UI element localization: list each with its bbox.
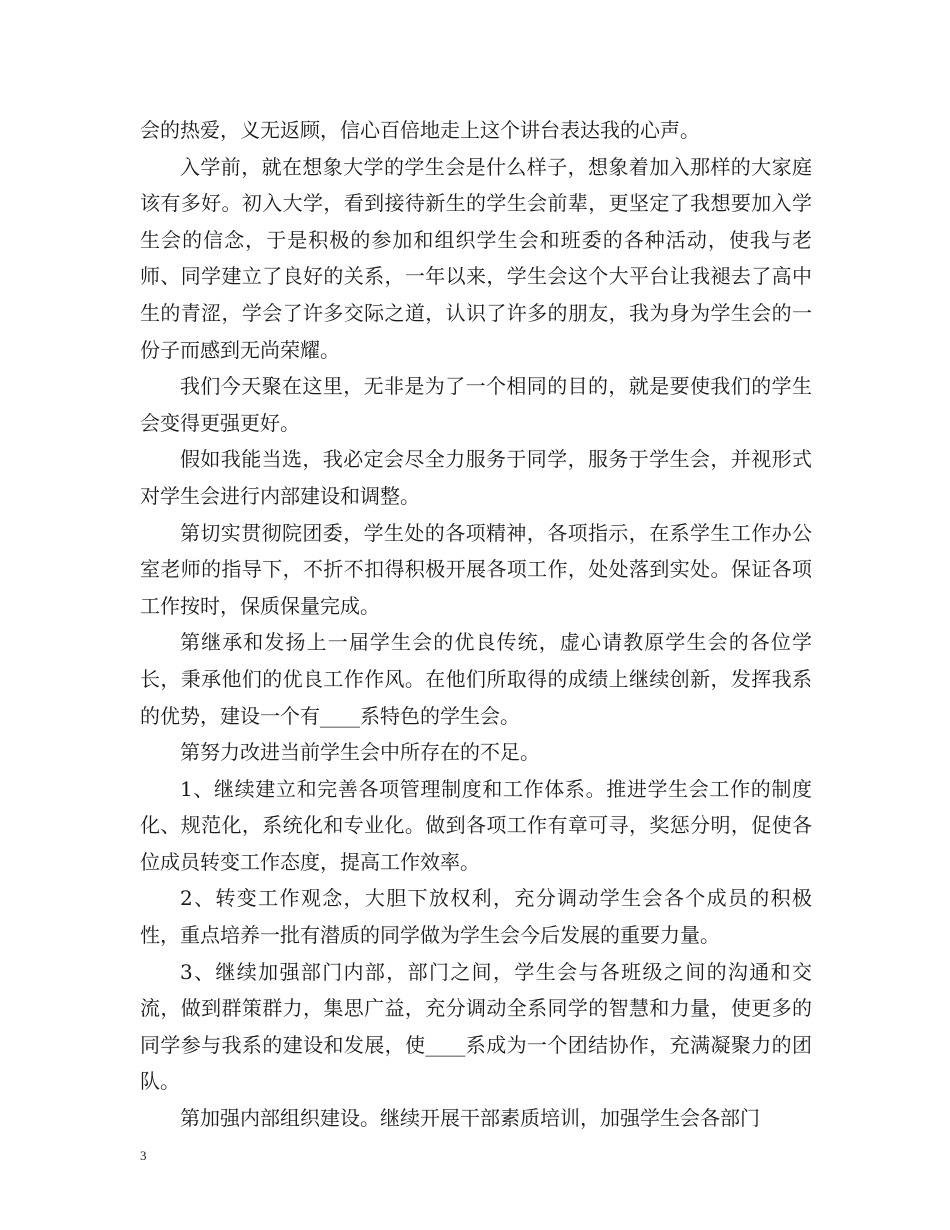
paragraph-7: 第努力改进当前学生会中所存在的不足。	[180, 740, 540, 765]
paragraph-3: 我们今天聚在这里，无非是为了一个相同的目的，就是要使我们的学生会变得更强更好。	[140, 374, 812, 435]
paragraph-5: 第切实贯彻院团委，学生处的各项精神，各项指示，在系学生工作办公室老师的指导下，不折不扣得积极开展各项工作，处处落到实处。保证各项工作按时，保质保量完成。	[140, 520, 812, 618]
paragraph-9: 2、转变工作观念，大胆下放权利，充分调动学生会各个成员的积极性，重点培养一批有潜质的同学做为学生会今后发展的重要力量。	[140, 886, 812, 948]
paragraph-1: 会的热爱，义无返顾，信心百倍地走上这个讲台表达我的心声。	[140, 118, 700, 142]
document-body	[140, 112, 812, 1137]
paragraph-6: 第继承和发扬上一届学生会的优良传统，虚心请教原学生会的各位学长，秉承他们的优良工作作风。在他们所取得的成绩上继续创新，发挥我系的优势，建设一个有____系特色的学生会。	[140, 630, 812, 728]
paragraph-10: 3、继续加强部门内部，部门之间，学生会与各班级之间的沟通和交流，做到群策群力，集思广益，充分调动全系同学的智慧和力量，使更多的同学参与我系的建设和发展，使____系成为一个团结协作，充满凝聚力的团队。	[140, 959, 812, 1094]
paragraph-2: 入学前，就在想象大学的学生会是什么样子，想象着加入那样的大家庭该有多好。初入大学，看到接待新生的学生会前辈，更坚定了我想要加入学生会的信念，于是积极的参加和组织学生会和班委的各种活动，使我与老师、同学建立了良好的关系，一年以来，学生会这个大平台让我褪去了高中生的青涩，学会了许多交际之道，认识了许多的朋友，我为身为学生会的一份子而感到无尚荣耀。	[140, 154, 812, 362]
paragraph-8: 1、继续建立和完善各项管理制度和工作体系。推进学生会工作的制度化、规范化，系统化和专业化。做到各项工作有章可寻，奖惩分明，促使各位成员转变工作态度，提高工作效率。	[140, 776, 812, 874]
page-number: 3	[140, 1148, 147, 1163]
paragraph-4: 假如我能当选，我必定会尽全力服务于同学，服务于学生会，并视形式对学生会进行内部建设和调整。	[140, 447, 812, 508]
paragraph-11: 第加强内部组织建设。继续开展干部素质培训，加强学生会各部门	[180, 1106, 760, 1131]
